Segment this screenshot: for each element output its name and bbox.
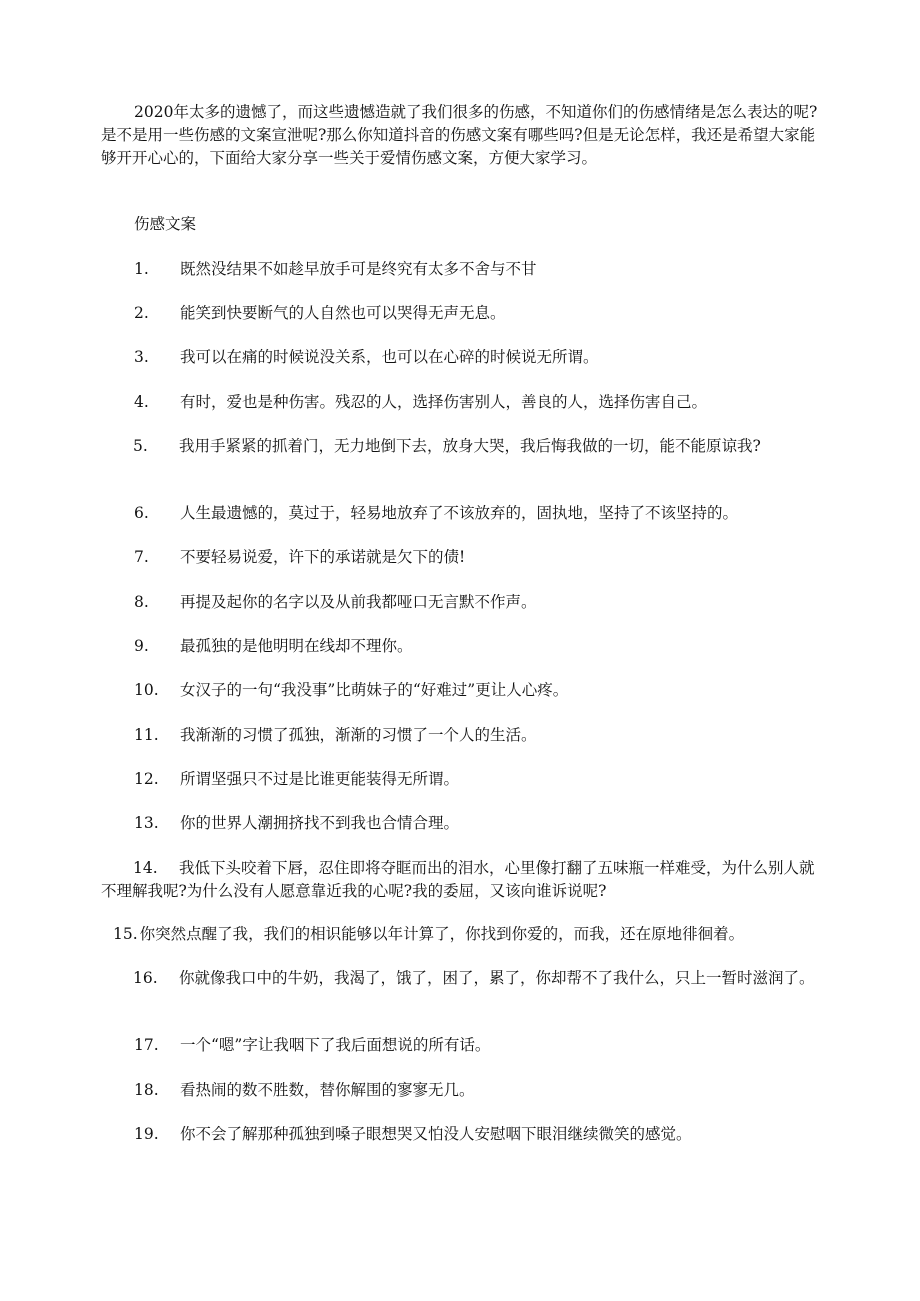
list-item: 7. 不要轻易说爱，许下的承诺就是欠下的债! [134,548,466,566]
list-item: 1. 既然没结果不如趁早放手可是终究有太多不舍与不甘 [134,260,537,278]
list-item: 11. 我渐渐的习惯了孤独，渐渐的习惯了一个人的生活。 [134,726,537,744]
list-item: 8. 再提及起你的名字以及从前我都哑口无言默不作声。 [134,593,537,611]
intro-paragraph: 2020年太多的遗憾了，而这些遗憾造就了我们很多的伤感，不知道你们的伤感情绪是怎么表达的呢?是不是用一些伤感的文案宣泄呢?那么你知道抖音的伤感文案有哪些吗?但是无论怎样，我还是希望大家能够开开心心的，下面给大家分享一些关于爱情伤感文案，方便大家学习。 [101,103,818,167]
list-item: 13. 你的世界人潮拥挤找不到我也合情合理。 [134,814,460,832]
list-item: 16. 你就像我口中的牛奶，我渴了，饿了，困了，累了，你却帮不了我什么，只上一暂时滋润了。 [133,969,815,987]
list-item: 10. 女汉子的一句“我没事”比萌妹子的“好难过”更让人心疼。 [134,681,569,699]
list-item: 17. 一个“嗯”字让我咽下了我后面想说的所有话。 [134,1036,491,1054]
list-item: 2. 能笑到快要断气的人自然也可以哭得无声无息。 [134,304,506,322]
list-item: 15. 你突然点醒了我，我们的相识能够以年计算了，你找到你爱的，而我，还在原地徘徊着。 [113,925,745,943]
list-item: 6. 人生最遗憾的，莫过于，轻易地放弃了不该放弃的，固执地，坚持了不该坚持的。 [134,504,739,522]
list-item: 12. 所谓坚强只不过是比谁更能装得无所谓。 [134,770,460,788]
list-item: 14. 我低下头咬着下唇，忍住即将夺眶而出的泪水，心里像打翻了五味瓶一样难受，为什么别人就不理解我呢?为什么没有人愿意靠近我的心呢?我的委屈，又该向谁诉说呢? [101,859,815,900]
list-item: 5. 我用手紧紧的抓着门，无力地倒下去，放身大哭，我后悔我做的一切，能不能原谅我? [133,437,761,455]
list-item: 4. 有时，爱也是种伤害。残忍的人，选择伤害别人，善良的人，选择伤害自己。 [134,393,708,411]
list-item: 19. 你不会了解那种孤独到嗓子眼想哭又怕没人安慰咽下眼泪继续微笑的感觉。 [134,1125,692,1143]
section-heading: 伤感文案 [134,215,197,233]
list-item: 9. 最孤独的是他明明在线却不理你。 [134,637,413,655]
list-item: 3. 我可以在痛的时候说没关系，也可以在心碎的时候说无所谓。 [134,348,599,366]
list-item: 18. 看热闹的数不胜数，替你解围的寥寥无几。 [134,1081,475,1099]
